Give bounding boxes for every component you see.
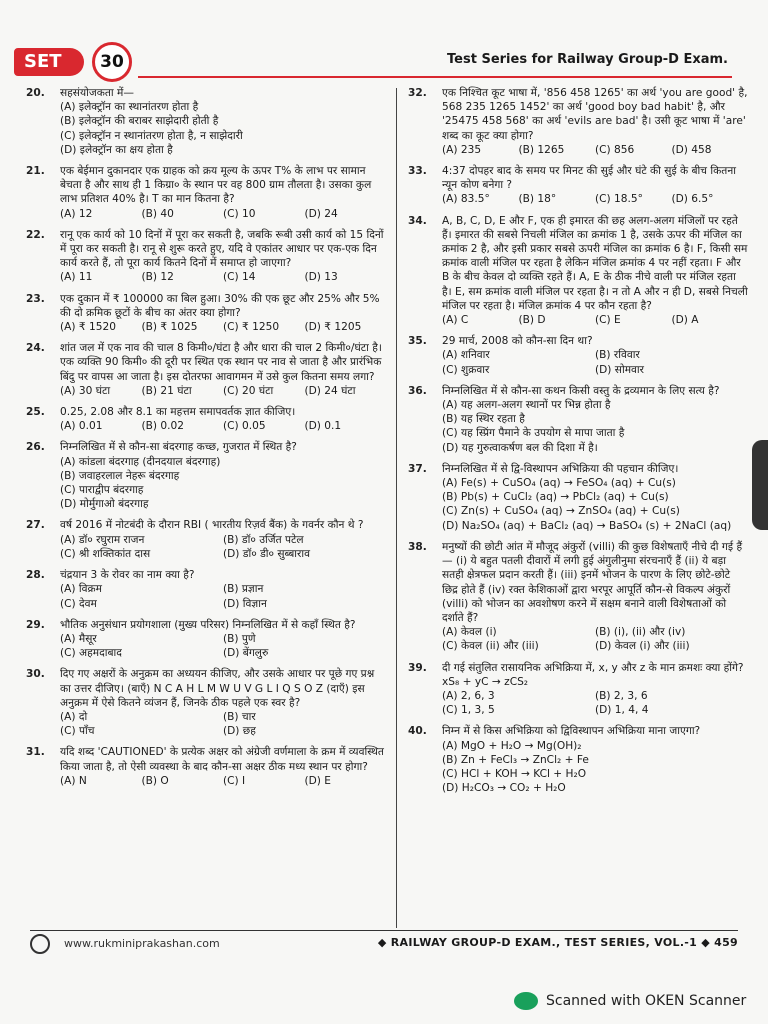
answer-option: (B) ₹ 1025 xyxy=(141,321,198,334)
question-item xyxy=(26,518,386,561)
answer-option: (A) 235 xyxy=(442,143,482,156)
answer-option: (D) इलेक्ट्रॉन का क्षय होता है xyxy=(60,143,173,156)
question-number: 37. xyxy=(408,462,427,475)
question-text: निम्नलिखित में से द्वि-विस्थापन अभिक्रिया की पहचान कीजिए। xyxy=(442,462,679,475)
left-column xyxy=(26,86,386,795)
globe-icon xyxy=(30,934,50,954)
question-text: शांत जल में एक नाव की चाल 8 किमी०/घंटा है और धारा की चाल 2 किमी०/घंटा है। एक व्यक्ति 90 किमी० की दूरी पर स्थित एक स्थान पर नाव से जाता है और प्रारंभिक बिंदु पर वापस आ जाता है। इस दोतरफा आवागमन में उसे कुल कितना समय लगा? xyxy=(60,342,382,383)
answer-option: (B) 21 घंटा xyxy=(141,384,192,397)
question-text: 29 मार्च, 2008 को कौन-सा दिन था? xyxy=(442,335,593,348)
page-header xyxy=(0,42,768,82)
answer-option: (C) यह स्प्रिंग पैमाने के उपयोग से मापा जाता है xyxy=(442,427,625,440)
answer-option: (C) ₹ 1250 xyxy=(223,321,280,334)
question-item xyxy=(408,164,748,207)
question-text: A, B, C, D, E और F, एक ही इमारत की छह अलग-अलग मंजिलों पर रहते हैं। इमारत की सबसे निचली मंजिल का क्रमांक 1 है, उसके ऊपर की मंजिल का क्रमांक 2 है, और इसी प्रकार सबसे ऊपरी मंजिल का क्रमांक 6 है। F, किसी सम क्रमांक वाली मंजिल पर रहता है लेकिन मंजिल क्रमांक 4 पर नहीं रहता। F और B के बीच केवल दो व्यक्ति रहते हैं। A, E के ठीक नीचे वाली पर मंजिल रहता है। E, सम क्रमांक वाली मंजिल पर रहता है। न तो A और न ही D, सबसे निचली मंजिल पर रहता है। मंजिल क्रमांक 4 पर कौन रहता है? xyxy=(442,214,748,312)
answer-option: (B) (i), (ii) और (iv) xyxy=(595,626,686,639)
answer-option: (D) 13 xyxy=(304,271,338,284)
answer-options xyxy=(60,270,386,284)
answer-option: (A) ₹ 1520 xyxy=(60,321,116,334)
answer-options xyxy=(60,384,386,398)
answer-option: (C) Zn(s) + CuSO₄ (aq) → ZnSO₄ (aq) + Cu(s) xyxy=(442,505,680,518)
question-number: 20. xyxy=(26,87,45,99)
answer-option: (B) प्रज्ञान xyxy=(223,583,264,596)
question-text: एक निश्चित कूट भाषा में, '856 458 1265' का अर्थ 'you are good' है, 568 235 1265 1452' का अर्थ 'good boy bad habit' है, और '25475 458 568' का अर्थ 'evils are bad' है। उसी कूट भाषा में 'are' शब्द का कूट क्या होगा? xyxy=(442,87,748,142)
answer-option: (D) विज्ञान xyxy=(223,597,267,610)
question-item xyxy=(408,661,748,718)
answer-option: (C) 1, 3, 5 xyxy=(442,704,495,717)
answer-option: (B) Pb(s) + CuCl₂ (aq) → PbCl₂ (aq) + Cu(s) xyxy=(442,491,669,504)
answer-options xyxy=(60,710,386,738)
question-number: 32. xyxy=(408,87,427,99)
page-footer xyxy=(30,934,738,954)
question-text: चंद्रयान 3 के रोवर का नाम क्या है? xyxy=(60,569,195,582)
question-number: 38. xyxy=(408,540,427,553)
answer-option: (D) 24 xyxy=(304,207,338,220)
answer-option: (B) रविवार xyxy=(595,349,640,362)
answer-option: (A) N xyxy=(60,774,87,787)
question-text: यदि शब्द 'CAUTIONED' के प्रत्येक अक्षर को अंग्रेजी वर्णमाला के क्रम में व्यवस्थित किया जाता है, तो ऐसी व्यवस्था के बाद कौन-सा अक्षर ठीक मध्य स्थान पर होगा? xyxy=(60,746,384,773)
answer-option: (C) अहमदाबाद xyxy=(60,647,122,660)
answer-option: (D) 0.1 xyxy=(304,420,342,433)
question-text: निम्नलिखित में से कौन-सा बंदरगाह कच्छ, गुजरात में स्थित है? xyxy=(60,441,297,454)
answer-option: (B) पुणे xyxy=(223,632,256,645)
answer-option: (D) सोमवार xyxy=(595,363,644,376)
question-text: निम्नलिखित में से कौन-सा कथन किसी वस्तु के द्रव्यमान के लिए सत्य है? xyxy=(442,384,720,397)
page-edge-tab xyxy=(752,440,768,530)
answer-option: (D) मोर्मुगाओ बंदरगाह xyxy=(60,498,149,511)
answer-options xyxy=(60,533,386,561)
answer-option: (C) देवम xyxy=(60,597,97,610)
answer-option: (D) यह गुरुत्वाकर्षण बल की दिशा में है। xyxy=(442,441,598,454)
header-rule xyxy=(138,76,732,78)
answer-option: (C) शुक्रवार xyxy=(442,363,490,376)
answer-option: (C) पाँच xyxy=(60,725,95,738)
question-number: 28. xyxy=(26,569,45,582)
question-item xyxy=(26,568,386,611)
footer-rule xyxy=(30,930,738,931)
answer-option: (D) ₹ 1205 xyxy=(304,321,362,334)
answer-option: (D) 24 घंटा xyxy=(304,384,356,397)
set-badge xyxy=(14,48,84,76)
answer-option: (A) विक्रम xyxy=(60,583,102,596)
answer-option: (C) 0.05 xyxy=(223,420,266,433)
answer-option: (C) 20 घंटा xyxy=(223,384,274,397)
answer-option: (C) पाराद्वीप बंदरगाह xyxy=(60,484,144,497)
answer-options xyxy=(442,689,748,717)
question-item xyxy=(26,228,386,285)
answer-option: (A) 30 घंटा xyxy=(60,384,111,397)
answer-option: (A) शनिवार xyxy=(442,349,490,362)
answer-option: (A) 83.5° xyxy=(442,193,490,206)
answer-options xyxy=(60,632,386,660)
answer-option: (B) Zn + FeCl₃ → ZnCl₂ + Fe xyxy=(442,753,589,766)
answer-option: (B) डॉ० उर्जित पटेल xyxy=(223,533,304,546)
answer-option: (C) 18.5° xyxy=(595,193,643,206)
question-number: 40. xyxy=(408,725,427,738)
answer-option: (B) इलेक्ट्रॉन की बराबर साझेदारी होती है xyxy=(60,115,219,128)
answer-option: (C) केवल (ii) और (iii) xyxy=(442,640,539,653)
answer-option: (C) 856 xyxy=(595,143,635,156)
answer-option: (B) 40 xyxy=(141,207,174,220)
question-number: 25. xyxy=(26,406,45,419)
answer-option: (B) चार xyxy=(223,710,256,723)
answer-option: (C) 10 xyxy=(223,207,256,220)
question-item xyxy=(26,164,386,221)
answer-option: (C) I xyxy=(223,774,246,787)
question-number: 21. xyxy=(26,165,45,178)
answer-options xyxy=(442,192,748,206)
question-text: भौतिक अनुसंधान प्रयोगशाला (मुख्य परिसर) निम्नलिखित में से कहाँ स्थित है? xyxy=(60,618,356,631)
answer-options xyxy=(60,320,386,334)
answer-option: (D) Na₂SO₄ (aq) + BaCl₂ (aq) → BaSO₄ (s) + 2NaCl (aq) xyxy=(442,519,732,532)
answer-options xyxy=(442,348,748,376)
question-item xyxy=(26,667,386,738)
answer-options xyxy=(442,313,748,327)
answer-option: (B) D xyxy=(518,314,546,327)
question-item xyxy=(26,405,386,433)
question-number: 34. xyxy=(408,214,427,227)
question-item xyxy=(408,540,748,654)
column-divider xyxy=(396,88,397,928)
answer-options xyxy=(60,419,386,433)
answer-option: (D) H₂CO₃ → CO₂ + H₂O xyxy=(442,782,566,795)
right-column xyxy=(408,86,748,802)
question-number: 22. xyxy=(26,228,45,241)
answer-options xyxy=(442,476,748,533)
question-text: 4:37 दोपहर बाद के समय पर मिनट की सुई और घंटे की सुई के बीच कितना न्यून कोण बनेगा ? xyxy=(442,165,736,192)
question-text: एक बेईमान दुकानदार एक ग्राहक को क्रय मूल्य के ऊपर T% के लाभ पर सामान बेचता है और साथ ही 1 किग्रा० के स्थान पर वह 800 ग्राम तौलता है। उसका कुल लाभ प्रतिशत 40% है। T का मान कितना है? xyxy=(60,165,372,206)
question-item xyxy=(26,86,386,157)
answer-options xyxy=(442,739,748,796)
answer-option: (D) A xyxy=(671,314,699,327)
question-item xyxy=(26,745,386,788)
question-number: 26. xyxy=(26,441,45,454)
answer-option: (A) केवल (i) xyxy=(442,626,497,639)
question-item xyxy=(26,440,386,511)
answer-options xyxy=(60,774,386,788)
question-item xyxy=(408,462,748,533)
answer-options xyxy=(60,455,386,512)
answer-option: (A) यह अलग-अलग स्थानों पर भिन्न होता है xyxy=(442,399,611,412)
question-item xyxy=(408,86,748,157)
answer-option: (C) HCl + KOH → KCl + H₂O xyxy=(442,767,587,780)
answer-options xyxy=(60,582,386,610)
answer-option: (C) श्री शक्तिकांत दास xyxy=(60,547,151,560)
question-number: 24. xyxy=(26,342,45,355)
question-number: 27. xyxy=(26,519,45,532)
answer-option: (C) 14 xyxy=(223,271,256,284)
question-number: 30. xyxy=(26,668,45,681)
question-text: 0.25, 2.08 और 8.1 का महत्तम समापवर्तक ज्ञात कीजिए। xyxy=(60,406,296,419)
answer-option: (B) जवाहरलाल नेहरू बंदरगाह xyxy=(60,469,180,482)
question-item xyxy=(408,214,748,328)
answer-option: (B) 12 xyxy=(141,271,174,284)
answer-option: (A) दो xyxy=(60,710,88,723)
answer-option: (C) E xyxy=(595,314,621,327)
answer-option: (B) 2, 3, 6 xyxy=(595,689,648,702)
answer-option: (A) 2, 6, 3 xyxy=(442,689,495,702)
answer-option: (B) 1265 xyxy=(518,143,565,156)
question-text: रानू एक कार्य को 10 दिनों में पूरा कर सकती है, जबकि रूबी उसी कार्य को 15 दिनों में पूरा कर सकती है। रानू से शुरू करते हुए, यदि वे एकांतर आधार पर एक-एक दिन कार्य करते हैं, तो पूरा कार्य कितने दिनों में समाप्त हो जाएगा? xyxy=(60,228,384,270)
answer-option: (A) C xyxy=(442,314,469,327)
answer-option: (D) 6.5° xyxy=(671,193,714,206)
answer-option: (A) मैसूर xyxy=(60,632,97,645)
question-item xyxy=(26,618,386,661)
footer-series-page: ◆ RAILWAY GROUP-D EXAM., TEST SERIES, VOL.-1 ◆ 459 xyxy=(377,936,738,949)
answer-option: (A) Fe(s) + CuSO₄ (aq) → FeSO₄ (aq) + Cu(s) xyxy=(442,477,676,490)
question-text: वर्ष 2016 में नोटबंदी के दौरान RBI ( भारतीय रिज़र्व बैंक) के गवर्नर कौन थे ? xyxy=(60,519,364,532)
answer-option: (A) डॉ० रघुराम राजन xyxy=(60,533,145,546)
answer-option: (D) E xyxy=(304,774,331,787)
question-number: 33. xyxy=(408,165,427,178)
answer-option: (C) इलेक्ट्रॉन न स्थानांतरण होता है, न साझेदारी xyxy=(60,129,243,142)
answer-option: (A) 11 xyxy=(60,271,93,284)
question-number: 23. xyxy=(26,292,45,305)
question-item xyxy=(408,384,748,455)
scanner-logo-icon xyxy=(514,992,538,1010)
answer-option: (A) इलेक्ट्रॉन का स्थानांतरण होता है xyxy=(60,101,199,114)
question-item xyxy=(408,334,748,377)
answer-option: (A) MgO + H₂O → Mg(OH)₂ xyxy=(442,739,582,752)
answer-options xyxy=(442,625,748,653)
set-number: 30 xyxy=(92,42,132,82)
question-number: 35. xyxy=(408,335,427,348)
answer-option: (A) कांडला बंदरगाह (दीनदयाल बंदरगाह) xyxy=(60,455,221,468)
header-title: Test Series for Railway Group-D Exam. xyxy=(447,52,728,67)
answer-options xyxy=(442,143,748,157)
question-number: 31. xyxy=(26,746,45,759)
question-text: सहसंयोजकता में— xyxy=(60,87,134,99)
question-number: 39. xyxy=(408,661,427,674)
answer-option: (A) 12 xyxy=(60,207,93,220)
question-item xyxy=(26,341,386,398)
footer-url: www.rukminiprakashan.com xyxy=(64,937,220,950)
set-label: SET xyxy=(24,51,62,72)
question-number: 29. xyxy=(26,618,45,631)
answer-option: (D) बेंगलुरु xyxy=(223,647,269,660)
scanner-watermark xyxy=(514,992,746,1010)
question-text: निम्न में से किस अभिक्रिया को द्विविस्थापन अभिक्रिया माना जाएगा? xyxy=(442,725,701,738)
answer-options xyxy=(442,398,748,455)
answer-option: (B) 18° xyxy=(518,193,557,206)
question-item xyxy=(408,724,748,795)
answer-option: (D) 458 xyxy=(671,143,712,156)
answer-option: (D) डॉ० डी० सुब्बाराव xyxy=(223,547,311,560)
answer-option: (A) 0.01 xyxy=(60,420,103,433)
question-text: दिए गए अक्षरों के अनुक्रम का अध्ययन कीजिए, और उसके आधार पर पूछे गए प्रश्न का उत्तर दीजिए। (बाएँ) N C A H L M W U V G L I Q S O Z (दाएँ) इस अनुक्रम में ऐसे कितने व्यंजन हैं, जिनके ठीक पहले एक स्वर है? xyxy=(60,668,375,709)
scanner-text: Scanned with OKEN Scanner xyxy=(546,993,747,1009)
answer-option: (B) यह स्थिर रहता है xyxy=(442,413,525,426)
question-text: एक दुकान में ₹ 100000 का बिल हुआ। 30% की एक छूट और 25% और 5% की दो क्रमिक छूटों के बीच का अंतर क्या होगा? xyxy=(60,292,380,319)
answer-option: (D) छह xyxy=(223,725,256,738)
question-number: 36. xyxy=(408,384,427,397)
question-text: मनुष्यों की छोटी आंत में मौजूद अंकुरों (villi) की कुछ विशेषताएँ नीचे दी गई हैं— (i) ये बहुत पतली दीवारों में लगी हुई अंगुलीनुमा संरचनाएँ हैं (ii) ये बड़ा सतही क्षेत्रफल प्रदान करती हैं। (iii) इनमें भोजन के पारण के लिए छोटे-छोटे छिद्र होते हैं (iv) रक्त केशिकाओं द्वारा भरपूर आपूर्ति कौन-से विकल्प अंकुरों (villi) को भोजन का अवशोषण करने में सक्षम बनाने वाली विशेषताओं को दर्शाते हैं? xyxy=(442,540,743,624)
answer-option: (B) 0.02 xyxy=(141,420,184,433)
answer-option: (B) O xyxy=(141,774,169,787)
answer-options xyxy=(60,100,386,157)
answer-option: (D) 1, 4, 4 xyxy=(595,704,649,717)
question-item xyxy=(26,292,386,335)
answer-option: (D) केवल (i) और (iii) xyxy=(595,640,690,653)
answer-options xyxy=(60,207,386,221)
question-text: दी गई संतुलित रासायनिक अभिक्रिया में, x, y और z के मान क्रमशः क्या होंगे? xS₈ + yC → zCS₂ xyxy=(442,661,744,688)
